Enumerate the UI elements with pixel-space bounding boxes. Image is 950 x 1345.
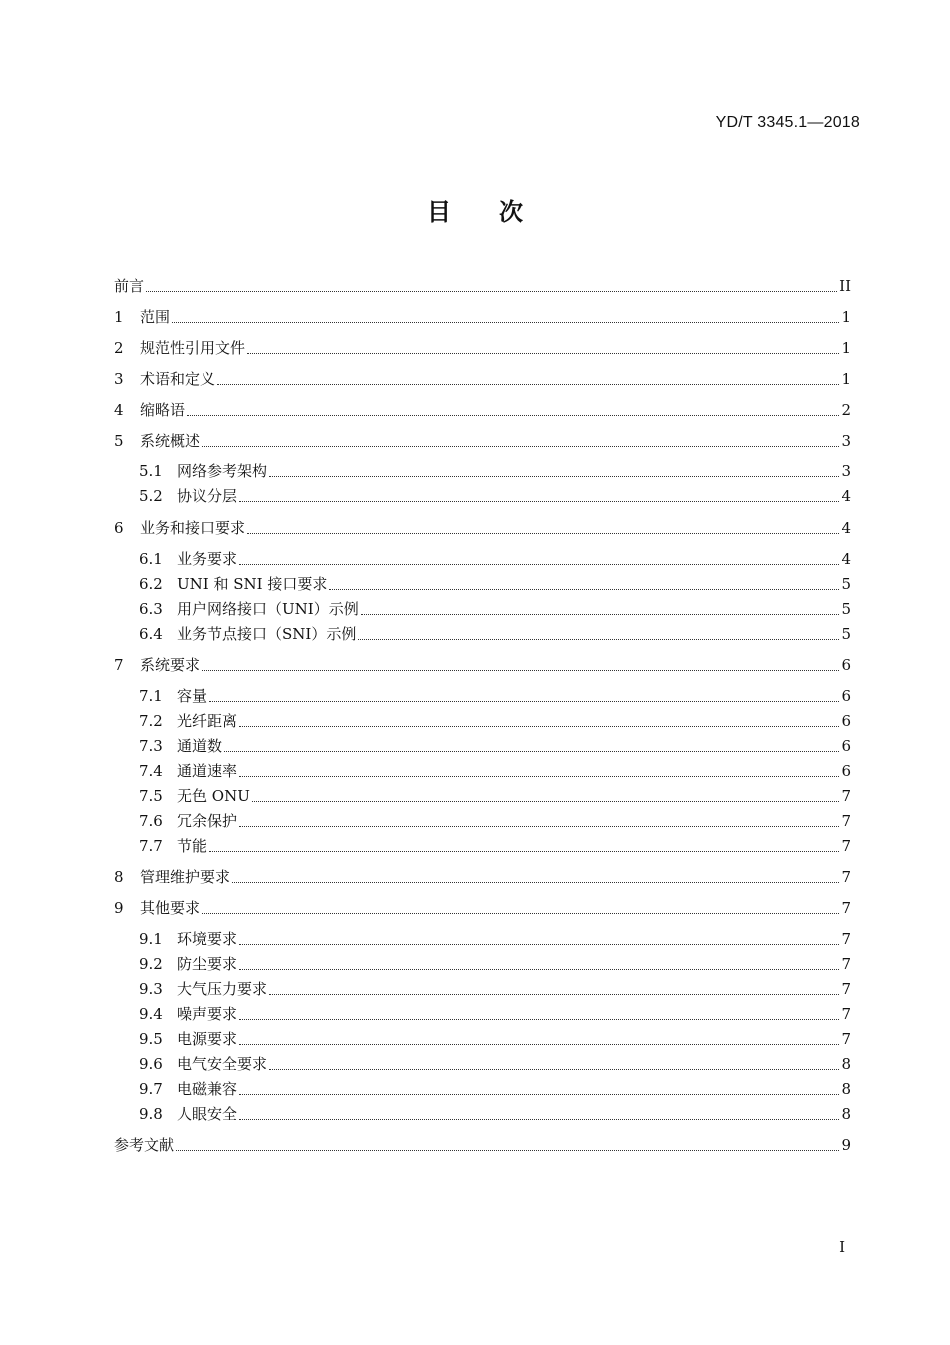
toc-entry-label: 光纤距离 [177,712,238,730]
toc-entry-page: 1 [841,370,851,388]
toc-entry-label: 人眼安全 [177,1105,238,1123]
toc-entry-label: 系统概述 [140,432,201,450]
toc-entry-number: 6.4 [139,625,163,643]
toc-entry-page: 4 [841,487,851,505]
toc-entry[interactable] [139,572,851,594]
toc-entry-number: 6.2 [139,575,163,593]
toc-entry[interactable] [139,597,851,619]
page-number: I [839,1238,845,1256]
toc-entry[interactable] [139,927,851,949]
toc-entry-page: 7 [841,812,851,830]
toc-entry[interactable] [114,367,851,389]
title-char-2: 次 [499,198,523,226]
toc-entry-page: 3 [841,432,851,450]
toc-entry-number: 7.3 [139,737,163,755]
toc-entry[interactable] [114,398,851,420]
toc-entry[interactable] [114,653,851,675]
dot-leader [239,969,839,970]
toc-entry-number: 9.1 [139,930,163,948]
toc-entry-page: 4 [841,550,851,568]
toc-entry-page: 4 [841,519,851,537]
toc-entry-label: 规范性引用文件 [140,339,246,357]
toc-entry-label: 节能 [177,837,208,855]
toc-entry-page: 6 [841,687,851,705]
toc-entry-label: 范围 [140,308,171,326]
toc-entry-number: 9.4 [139,1005,163,1023]
toc-entry-number: 2 [114,339,124,357]
dot-leader [209,701,839,702]
toc-entry-number: 7.6 [139,812,163,830]
toc-entry-page: 7 [841,955,851,973]
toc-entry[interactable] [114,305,851,327]
toc-entry[interactable] [139,759,851,781]
toc-entry-number: 5 [114,432,124,450]
toc-entry-page: 1 [841,339,851,357]
toc-entry-number: 7.5 [139,787,163,805]
dot-leader [209,851,839,852]
dot-leader [239,501,839,502]
toc-entry[interactable] [139,734,851,756]
toc-entry-label: 无色 ONU [177,787,250,805]
dot-leader [239,1044,839,1045]
toc-entry-number: 1 [114,308,124,326]
dot-leader [361,614,840,615]
toc-entry-label: 通道数 [177,737,223,755]
toc-entry[interactable] [139,1002,851,1024]
toc-entry-number: 6 [114,519,124,537]
dot-leader [239,1019,839,1020]
toc-entry-page: 9 [841,1136,851,1154]
toc-entry-label: 用户网络接口（UNI）示例 [177,600,359,618]
toc-entry[interactable] [139,484,851,506]
dot-leader [239,1094,839,1095]
dot-leader [239,944,839,945]
toc-entry-label: 其他要求 [140,899,201,917]
toc-entry-page: 5 [841,575,851,593]
toc-entry-label: 冗余保护 [177,812,238,830]
dot-leader [269,476,839,477]
toc-entry[interactable] [139,784,851,806]
toc-entry[interactable] [114,1133,851,1155]
toc-entry-page: 2 [841,401,851,419]
toc-entry-page: 7 [841,930,851,948]
toc-entry-number: 9.3 [139,980,163,998]
dot-leader [232,882,839,883]
toc-entry-label: 术语和定义 [140,370,216,388]
toc-entry[interactable] [139,459,851,481]
toc-entry-number: 7 [114,656,124,674]
toc-entry[interactable] [139,709,851,731]
dot-leader [202,670,839,671]
toc-entry-number: 7.1 [139,687,163,705]
toc-entry-page: 6 [841,656,851,674]
dot-leader [247,353,839,354]
toc-entry-page: 7 [841,899,851,917]
dot-leader [239,1119,839,1120]
toc-entry-page: 7 [841,787,851,805]
toc-entry-label: 环境要求 [177,930,238,948]
toc-entry-number: 8 [114,868,124,886]
toc-entry-label: 电气安全要求 [177,1055,268,1073]
dot-leader [202,446,839,447]
toc-entry[interactable] [139,809,851,831]
dot-leader [176,1150,839,1151]
toc-entry-label: 业务节点接口（SNI）示例 [177,625,357,643]
dot-leader [358,639,839,640]
toc-entry-number: 6.1 [139,550,163,568]
toc-entry[interactable] [139,977,851,999]
toc-entry[interactable] [139,1077,851,1099]
toc-entry-number: 9 [114,899,124,917]
toc-entry-page: 6 [841,737,851,755]
dot-leader [224,751,839,752]
toc-entry[interactable] [139,684,851,706]
dot-leader [202,913,839,914]
toc-entry-number: 3 [114,370,124,388]
dot-leader [239,726,839,727]
toc-entry[interactable] [114,865,851,887]
dot-leader [187,415,839,416]
toc-entry-label: 网络参考架构 [177,462,268,480]
toc-entry-page: 6 [841,712,851,730]
dot-leader [269,1069,839,1070]
toc-entry-label: 防尘要求 [177,955,238,973]
toc-entry-page: 6 [841,762,851,780]
toc-entry-label: 业务要求 [177,550,238,568]
toc-entry-number: 9.5 [139,1030,163,1048]
toc-entry-page: 8 [841,1055,851,1073]
toc-entry-label: 协议分层 [177,487,238,505]
toc-entry[interactable] [114,516,851,538]
dot-leader [172,322,839,323]
toc-entry[interactable] [139,622,851,644]
dot-leader [239,826,839,827]
toc-entry[interactable] [114,429,851,451]
toc-entry-label: 管理维护要求 [140,868,231,886]
toc-entry-page: 7 [841,1005,851,1023]
toc-entry-label: 前言 [114,277,145,295]
toc-entry-number: 9.2 [139,955,163,973]
toc-entry-number: 9.7 [139,1080,163,1098]
toc-entry-number: 9.6 [139,1055,163,1073]
toc-entry-label: 业务和接口要求 [140,519,246,537]
toc-entry[interactable] [139,1102,851,1124]
toc-entry-label: 电源要求 [177,1030,238,1048]
toc-entry-page: 7 [841,1030,851,1048]
title-char-1: 目 [427,198,451,226]
dot-leader [269,994,839,995]
dot-leader [146,291,837,292]
toc-entry-number: 6.3 [139,600,163,618]
toc-entry-label: 容量 [177,687,208,705]
dot-leader [239,564,839,565]
toc-entry-label: UNI 和 SNI 接口要求 [177,575,328,593]
toc-entry-label: 系统要求 [140,656,201,674]
toc-entry-number: 7.2 [139,712,163,730]
toc-entry-number: 9.8 [139,1105,163,1123]
toc-entry-label: 参考文献 [114,1136,175,1154]
toc-entry-page: 8 [841,1080,851,1098]
toc-entry-number: 7.7 [139,837,163,855]
toc-entry-page: 7 [841,837,851,855]
toc-entry-number: 5.1 [139,462,163,480]
toc-entry-page: 7 [841,980,851,998]
dot-leader [217,384,839,385]
toc-entry[interactable] [139,1052,851,1074]
toc-entry[interactable] [114,896,851,918]
toc-entry-page: 5 [841,600,851,618]
toc-entry-page: II [839,277,851,295]
toc-entry-label: 缩略语 [140,401,186,419]
toc-entry-label: 大气压力要求 [177,980,268,998]
toc-entry-page: 7 [841,868,851,886]
dot-leader [329,589,839,590]
toc-entry[interactable] [139,547,851,569]
toc-entry-page: 5 [841,625,851,643]
toc-entry-number: 7.4 [139,762,163,780]
toc-entry-page: 1 [841,308,851,326]
toc-entry[interactable] [139,1027,851,1049]
standard-code: YD/T 3345.1—2018 [715,114,860,131]
dot-leader [252,801,840,802]
toc-entry-label: 电磁兼容 [177,1080,238,1098]
toc-entry[interactable] [114,274,851,296]
toc-entry-number: 5.2 [139,487,163,505]
dot-leader [247,533,839,534]
toc-entry-page: 8 [841,1105,851,1123]
toc-entry[interactable] [114,336,851,358]
toc-entry-label: 噪声要求 [177,1005,238,1023]
toc-entry-page: 3 [841,462,851,480]
toc-entry[interactable] [139,834,851,856]
dot-leader [239,776,839,777]
toc-entry-number: 4 [114,401,124,419]
toc-entry[interactable] [139,952,851,974]
toc-entry-label: 通道速率 [177,762,238,780]
